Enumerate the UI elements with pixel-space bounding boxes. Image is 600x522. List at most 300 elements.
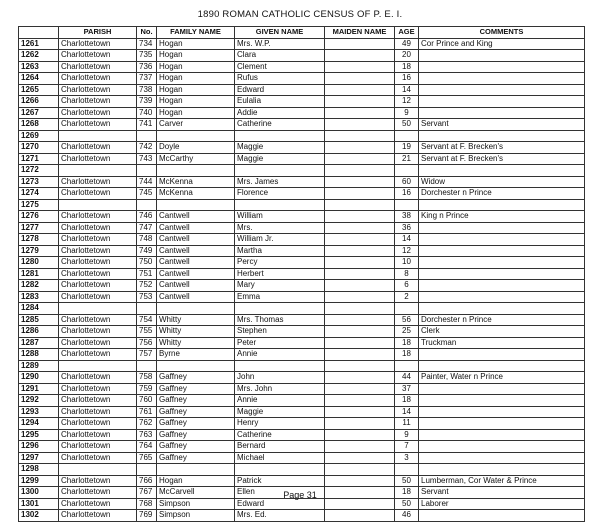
table-row xyxy=(19,280,585,292)
cell-parish: Charlottetown xyxy=(59,188,137,200)
cell-family-name: Whitty xyxy=(157,337,235,349)
cell-comments xyxy=(419,61,585,73)
cell-comments xyxy=(419,268,585,280)
table-row xyxy=(19,291,585,303)
cell-parish: Charlottetown xyxy=(59,222,137,234)
cell-row-number: 1265 xyxy=(19,84,59,96)
cell-maiden-name xyxy=(325,475,395,487)
col-header-family-name: FAMILY NAME xyxy=(157,27,235,39)
cell-entry-no xyxy=(137,165,157,177)
cell-entry-no: 766 xyxy=(137,475,157,487)
cell-age: 18 xyxy=(395,61,419,73)
cell-family-name: Hogan xyxy=(157,475,235,487)
table-row xyxy=(19,38,585,50)
cell-row-number: 1290 xyxy=(19,372,59,384)
cell-row-number: 1267 xyxy=(19,107,59,119)
cell-maiden-name xyxy=(325,130,395,142)
cell-row-number: 1278 xyxy=(19,234,59,246)
cell-row-number: 1298 xyxy=(19,464,59,476)
cell-row-number: 1299 xyxy=(19,475,59,487)
cell-row-number: 1297 xyxy=(19,452,59,464)
cell-age: 37 xyxy=(395,383,419,395)
cell-age: 2 xyxy=(395,291,419,303)
cell-family-name: Cantwell xyxy=(157,222,235,234)
cell-age: 9 xyxy=(395,429,419,441)
cell-entry-no: 744 xyxy=(137,176,157,188)
cell-given-name: Percy xyxy=(235,257,325,269)
cell-age: 44 xyxy=(395,372,419,384)
cell-family-name: Cantwell xyxy=(157,234,235,246)
cell-age xyxy=(395,464,419,476)
cell-age: 7 xyxy=(395,441,419,453)
cell-age: 50 xyxy=(395,119,419,131)
cell-entry-no: 738 xyxy=(137,84,157,96)
cell-given-name: Maggie xyxy=(235,153,325,165)
cell-maiden-name xyxy=(325,165,395,177)
cell-row-number: 1282 xyxy=(19,280,59,292)
table-row xyxy=(19,73,585,85)
cell-parish xyxy=(59,464,137,476)
cell-row-number: 1280 xyxy=(19,257,59,269)
cell-age: 19 xyxy=(395,142,419,154)
cell-given-name: Bernard xyxy=(235,441,325,453)
census-body xyxy=(19,38,585,521)
cell-comments xyxy=(419,510,585,522)
table-row xyxy=(19,360,585,372)
cell-given-name: Henry xyxy=(235,418,325,430)
cell-entry-no: 752 xyxy=(137,280,157,292)
cell-row-number: 1266 xyxy=(19,96,59,108)
cell-family-name: Simpson xyxy=(157,510,235,522)
cell-family-name: Gaffney xyxy=(157,406,235,418)
cell-entry-no: 759 xyxy=(137,383,157,395)
cell-entry-no: 743 xyxy=(137,153,157,165)
cell-maiden-name xyxy=(325,38,395,50)
cell-age xyxy=(395,303,419,315)
table-row xyxy=(19,475,585,487)
cell-comments xyxy=(419,257,585,269)
cell-given-name: Edward xyxy=(235,498,325,510)
cell-given-name: Clement xyxy=(235,61,325,73)
cell-entry-no: 739 xyxy=(137,96,157,108)
cell-entry-no: 742 xyxy=(137,142,157,154)
cell-comments: Servant xyxy=(419,487,585,499)
table-row xyxy=(19,222,585,234)
cell-row-number: 1292 xyxy=(19,395,59,407)
cell-maiden-name xyxy=(325,372,395,384)
cell-parish: Charlottetown xyxy=(59,326,137,338)
cell-age: 16 xyxy=(395,73,419,85)
cell-row-number: 1276 xyxy=(19,211,59,223)
cell-entry-no: 764 xyxy=(137,441,157,453)
cell-age: 16 xyxy=(395,188,419,200)
cell-parish xyxy=(59,165,137,177)
cell-comments xyxy=(419,291,585,303)
table-row xyxy=(19,165,585,177)
cell-parish: Charlottetown xyxy=(59,38,137,50)
cell-maiden-name xyxy=(325,119,395,131)
cell-given-name: Mrs. Ed. xyxy=(235,510,325,522)
cell-comments xyxy=(419,383,585,395)
cell-family-name: Gaffney xyxy=(157,372,235,384)
cell-comments: Truckman xyxy=(419,337,585,349)
cell-maiden-name xyxy=(325,383,395,395)
cell-given-name xyxy=(235,165,325,177)
cell-family-name: Hogan xyxy=(157,96,235,108)
cell-age: 50 xyxy=(395,498,419,510)
cell-comments xyxy=(419,199,585,211)
cell-parish: Charlottetown xyxy=(59,383,137,395)
cell-comments: Servant at F. Brecken's xyxy=(419,153,585,165)
cell-maiden-name xyxy=(325,188,395,200)
table-row xyxy=(19,188,585,200)
cell-comments xyxy=(419,429,585,441)
cell-comments: Laborer xyxy=(419,498,585,510)
cell-age: 14 xyxy=(395,234,419,246)
cell-row-number: 1279 xyxy=(19,245,59,257)
cell-family-name xyxy=(157,303,235,315)
table-row xyxy=(19,326,585,338)
table-row xyxy=(19,268,585,280)
cell-family-name: Cantwell xyxy=(157,291,235,303)
cell-row-number: 1300 xyxy=(19,487,59,499)
cell-entry-no xyxy=(137,464,157,476)
cell-parish: Charlottetown xyxy=(59,337,137,349)
cell-parish xyxy=(59,199,137,211)
cell-parish: Charlottetown xyxy=(59,395,137,407)
cell-family-name xyxy=(157,360,235,372)
cell-comments xyxy=(419,452,585,464)
cell-row-number: 1263 xyxy=(19,61,59,73)
cell-parish: Charlottetown xyxy=(59,84,137,96)
cell-given-name: Mrs. Thomas xyxy=(235,314,325,326)
cell-family-name: Cantwell xyxy=(157,268,235,280)
cell-comments xyxy=(419,222,585,234)
cell-comments xyxy=(419,50,585,62)
cell-parish: Charlottetown xyxy=(59,96,137,108)
table-row xyxy=(19,464,585,476)
cell-given-name: Mrs. James xyxy=(235,176,325,188)
cell-parish xyxy=(59,360,137,372)
cell-parish: Charlottetown xyxy=(59,498,137,510)
cell-family-name: Gaffney xyxy=(157,429,235,441)
cell-entry-no: 756 xyxy=(137,337,157,349)
cell-maiden-name xyxy=(325,314,395,326)
cell-entry-no: 758 xyxy=(137,372,157,384)
col-header-maiden-name: MAIDEN NAME xyxy=(325,27,395,39)
cell-family-name: Gaffney xyxy=(157,395,235,407)
cell-parish: Charlottetown xyxy=(59,50,137,62)
cell-parish: Charlottetown xyxy=(59,142,137,154)
cell-comments: Lumberman, Cor Water & Prince xyxy=(419,475,585,487)
cell-family-name: Hogan xyxy=(157,38,235,50)
cell-comments xyxy=(419,73,585,85)
cell-entry-no: 762 xyxy=(137,418,157,430)
cell-parish: Charlottetown xyxy=(59,349,137,361)
table-row xyxy=(19,142,585,154)
cell-given-name: Catherine xyxy=(235,429,325,441)
cell-maiden-name xyxy=(325,257,395,269)
cell-age: 8 xyxy=(395,268,419,280)
cell-parish: Charlottetown xyxy=(59,268,137,280)
cell-row-number: 1281 xyxy=(19,268,59,280)
cell-age: 9 xyxy=(395,107,419,119)
cell-entry-no xyxy=(137,199,157,211)
table-row xyxy=(19,510,585,522)
cell-parish: Charlottetown xyxy=(59,510,137,522)
cell-parish: Charlottetown xyxy=(59,245,137,257)
cell-row-number: 1275 xyxy=(19,199,59,211)
cell-row-number: 1268 xyxy=(19,119,59,131)
cell-family-name xyxy=(157,165,235,177)
cell-maiden-name xyxy=(325,107,395,119)
cell-maiden-name xyxy=(325,234,395,246)
table-row xyxy=(19,314,585,326)
cell-entry-no: 748 xyxy=(137,234,157,246)
cell-family-name: Gaffney xyxy=(157,452,235,464)
cell-row-number: 1295 xyxy=(19,429,59,441)
cell-maiden-name xyxy=(325,360,395,372)
cell-maiden-name xyxy=(325,349,395,361)
cell-family-name xyxy=(157,130,235,142)
cell-parish: Charlottetown xyxy=(59,487,137,499)
cell-maiden-name xyxy=(325,326,395,338)
cell-comments xyxy=(419,464,585,476)
cell-entry-no: 736 xyxy=(137,61,157,73)
cell-parish: Charlottetown xyxy=(59,107,137,119)
table-row xyxy=(19,119,585,131)
cell-maiden-name xyxy=(325,73,395,85)
cell-entry-no: 749 xyxy=(137,245,157,257)
cell-age: 6 xyxy=(395,280,419,292)
cell-maiden-name xyxy=(325,395,395,407)
table-row xyxy=(19,349,585,361)
table-row xyxy=(19,418,585,430)
cell-row-number: 1277 xyxy=(19,222,59,234)
cell-family-name xyxy=(157,199,235,211)
cell-parish xyxy=(59,303,137,315)
cell-comments xyxy=(419,245,585,257)
table-row xyxy=(19,234,585,246)
cell-row-number: 1261 xyxy=(19,38,59,50)
cell-comments: Clerk xyxy=(419,326,585,338)
table-row xyxy=(19,441,585,453)
table-row xyxy=(19,406,585,418)
cell-entry-no: 750 xyxy=(137,257,157,269)
cell-family-name xyxy=(157,464,235,476)
cell-parish: Charlottetown xyxy=(59,280,137,292)
col-header-age: AGE xyxy=(395,27,419,39)
cell-comments xyxy=(419,165,585,177)
cell-maiden-name xyxy=(325,245,395,257)
cell-given-name: John xyxy=(235,372,325,384)
table-row xyxy=(19,96,585,108)
cell-entry-no: 735 xyxy=(137,50,157,62)
cell-row-number: 1296 xyxy=(19,441,59,453)
table-row xyxy=(19,50,585,62)
cell-given-name: Rufus xyxy=(235,73,325,85)
header-row xyxy=(19,27,585,39)
cell-maiden-name xyxy=(325,176,395,188)
cell-maiden-name xyxy=(325,142,395,154)
cell-parish: Charlottetown xyxy=(59,176,137,188)
cell-comments: Servant at F. Brecken's xyxy=(419,142,585,154)
cell-age: 11 xyxy=(395,418,419,430)
cell-family-name: Doyle xyxy=(157,142,235,154)
col-header-parish: PARISH xyxy=(59,27,137,39)
cell-parish: Charlottetown xyxy=(59,61,137,73)
cell-maiden-name xyxy=(325,441,395,453)
cell-row-number: 1274 xyxy=(19,188,59,200)
cell-given-name: William Jr. xyxy=(235,234,325,246)
cell-entry-no: 761 xyxy=(137,406,157,418)
cell-parish: Charlottetown xyxy=(59,441,137,453)
col-header-comments: COMMENTS xyxy=(419,27,585,39)
cell-comments xyxy=(419,107,585,119)
table-row xyxy=(19,303,585,315)
cell-row-number: 1286 xyxy=(19,326,59,338)
cell-parish: Charlottetown xyxy=(59,475,137,487)
table-row xyxy=(19,211,585,223)
cell-family-name: Byrne xyxy=(157,349,235,361)
cell-parish: Charlottetown xyxy=(59,406,137,418)
cell-maiden-name xyxy=(325,84,395,96)
cell-parish: Charlottetown xyxy=(59,257,137,269)
cell-comments: Painter, Water n Prince xyxy=(419,372,585,384)
cell-given-name: Michael xyxy=(235,452,325,464)
cell-comments xyxy=(419,406,585,418)
cell-age: 18 xyxy=(395,395,419,407)
cell-given-name: Clara xyxy=(235,50,325,62)
cell-parish xyxy=(59,130,137,142)
cell-family-name: Hogan xyxy=(157,73,235,85)
cell-entry-no: 768 xyxy=(137,498,157,510)
cell-maiden-name xyxy=(325,418,395,430)
cell-row-number: 1283 xyxy=(19,291,59,303)
cell-maiden-name xyxy=(325,464,395,476)
cell-age: 20 xyxy=(395,50,419,62)
cell-comments xyxy=(419,303,585,315)
col-header-no: No. xyxy=(137,27,157,39)
table-row xyxy=(19,153,585,165)
cell-given-name xyxy=(235,199,325,211)
cell-parish: Charlottetown xyxy=(59,291,137,303)
cell-parish: Charlottetown xyxy=(59,314,137,326)
cell-row-number: 1273 xyxy=(19,176,59,188)
table-row xyxy=(19,176,585,188)
cell-age: 38 xyxy=(395,211,419,223)
cell-row-number: 1289 xyxy=(19,360,59,372)
cell-family-name: McKenna xyxy=(157,176,235,188)
cell-row-number: 1269 xyxy=(19,130,59,142)
cell-given-name: Martha xyxy=(235,245,325,257)
cell-parish: Charlottetown xyxy=(59,429,137,441)
cell-entry-no: 734 xyxy=(137,38,157,50)
cell-entry-no: 741 xyxy=(137,119,157,131)
cell-age: 12 xyxy=(395,96,419,108)
cell-age: 25 xyxy=(395,326,419,338)
cell-family-name: McCarvell xyxy=(157,487,235,499)
cell-comments xyxy=(419,360,585,372)
cell-age: 3 xyxy=(395,452,419,464)
cell-given-name xyxy=(235,464,325,476)
cell-given-name: Edward xyxy=(235,84,325,96)
cell-row-number: 1264 xyxy=(19,73,59,85)
cell-given-name: Stephen xyxy=(235,326,325,338)
col-header-rownum xyxy=(19,27,59,39)
cell-entry-no: 763 xyxy=(137,429,157,441)
cell-maiden-name xyxy=(325,452,395,464)
table-row xyxy=(19,372,585,384)
cell-entry-no xyxy=(137,130,157,142)
cell-entry-no: 757 xyxy=(137,349,157,361)
cell-given-name: Mrs. W.P. xyxy=(235,38,325,50)
cell-entry-no: 747 xyxy=(137,222,157,234)
cell-age: 12 xyxy=(395,245,419,257)
cell-comments: Widow xyxy=(419,176,585,188)
cell-given-name: Peter xyxy=(235,337,325,349)
cell-entry-no: 740 xyxy=(137,107,157,119)
cell-maiden-name xyxy=(325,406,395,418)
col-header-given-name: GIVEN NAME xyxy=(235,27,325,39)
cell-given-name: Maggie xyxy=(235,142,325,154)
census-table xyxy=(18,26,585,522)
cell-given-name: Mrs. xyxy=(235,222,325,234)
cell-age xyxy=(395,130,419,142)
cell-given-name: Addie xyxy=(235,107,325,119)
cell-entry-no: 754 xyxy=(137,314,157,326)
cell-family-name: Hogan xyxy=(157,50,235,62)
cell-comments xyxy=(419,130,585,142)
cell-age: 14 xyxy=(395,84,419,96)
cell-comments: Dorchester n Prince xyxy=(419,314,585,326)
cell-age: 18 xyxy=(395,487,419,499)
cell-family-name: Hogan xyxy=(157,84,235,96)
cell-row-number: 1285 xyxy=(19,314,59,326)
table-row xyxy=(19,395,585,407)
cell-row-number: 1291 xyxy=(19,383,59,395)
table-row xyxy=(19,337,585,349)
table-row xyxy=(19,199,585,211)
cell-age: 50 xyxy=(395,475,419,487)
cell-given-name: Herbert xyxy=(235,268,325,280)
cell-given-name xyxy=(235,303,325,315)
table-row xyxy=(19,130,585,142)
cell-given-name: Maggie xyxy=(235,406,325,418)
cell-age: 18 xyxy=(395,337,419,349)
cell-family-name: Cantwell xyxy=(157,257,235,269)
cell-entry-no: 769 xyxy=(137,510,157,522)
cell-comments xyxy=(419,234,585,246)
cell-family-name: Whitty xyxy=(157,326,235,338)
cell-parish: Charlottetown xyxy=(59,372,137,384)
table-row xyxy=(19,429,585,441)
cell-maiden-name xyxy=(325,303,395,315)
table-row xyxy=(19,107,585,119)
cell-maiden-name xyxy=(325,199,395,211)
cell-family-name: Simpson xyxy=(157,498,235,510)
cell-comments: Cor Prince and King xyxy=(419,38,585,50)
cell-family-name: McCarthy xyxy=(157,153,235,165)
cell-entry-no: 765 xyxy=(137,452,157,464)
cell-family-name: Carver xyxy=(157,119,235,131)
cell-entry-no xyxy=(137,303,157,315)
page-number: Page 31 xyxy=(283,490,317,500)
cell-family-name: Gaffney xyxy=(157,383,235,395)
cell-entry-no: 737 xyxy=(137,73,157,85)
cell-row-number: 1301 xyxy=(19,498,59,510)
cell-family-name: Cantwell xyxy=(157,245,235,257)
